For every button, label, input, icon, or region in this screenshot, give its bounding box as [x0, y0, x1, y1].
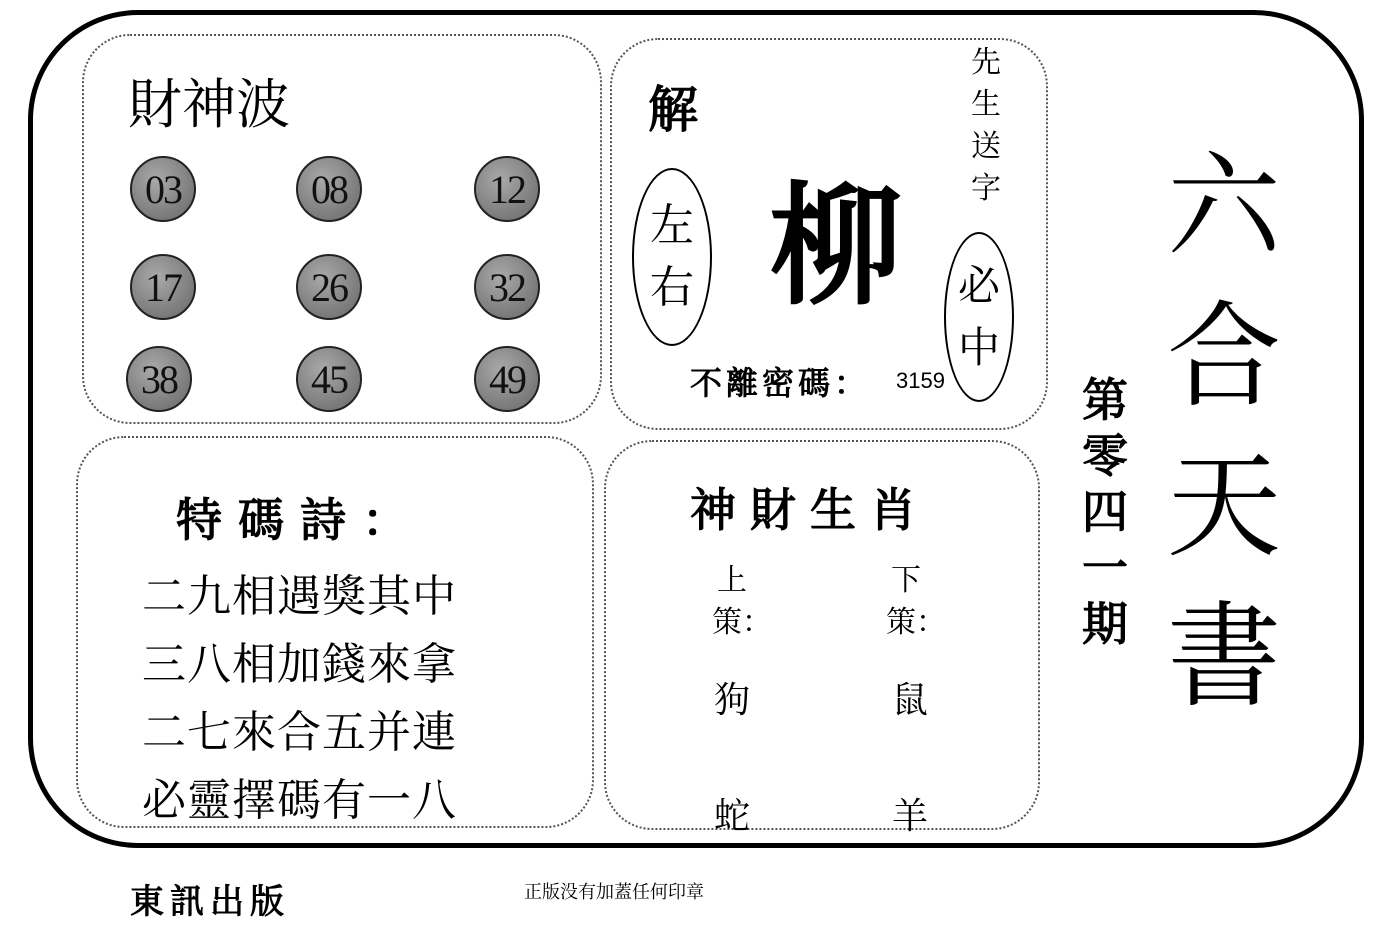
left-oval-char: 左: [650, 200, 694, 251]
zodiac-animal: 蛇: [713, 796, 750, 837]
left-oval: [632, 168, 712, 346]
authenticity-notice: 正版没有加蓋任何印章: [524, 882, 704, 903]
secret-code-label: 不離密碼：: [690, 364, 871, 402]
main-title: 六合天書: [1166, 140, 1281, 723]
zodiac-animal: 鼠: [891, 680, 928, 721]
riddle-main-char: 柳: [770, 170, 902, 324]
wealth-wave-title: 財神波: [128, 73, 290, 136]
number-ball: 49: [474, 346, 540, 412]
poem-line: 二九相遇獎其中: [142, 571, 457, 622]
publisher: 東訊出版: [130, 882, 290, 922]
zodiac-animal: 狗: [713, 680, 750, 721]
number-ball: 03: [130, 156, 196, 222]
poem-line: 必靈擇碼有一八: [142, 775, 457, 826]
right-oval-char: 中: [957, 323, 1000, 372]
gift-text: 先生送字: [971, 45, 1001, 206]
poem-line: 三八相加錢來拿: [142, 639, 457, 690]
number-ball: 26: [296, 254, 362, 320]
right-oval: [944, 232, 1014, 402]
number-ball: 17: [130, 254, 196, 320]
upper-tier-label: 上策：: [712, 563, 772, 640]
left-oval-char: 右: [650, 262, 694, 313]
number-ball: 38: [126, 346, 192, 412]
issue-number: 第零四一期: [1082, 373, 1128, 651]
riddle-label: 解: [648, 81, 698, 139]
zodiac-animal: 羊: [891, 796, 928, 837]
number-ball: 08: [296, 156, 362, 222]
poem-line: 二七來合五并連: [142, 707, 457, 758]
number-ball: 12: [474, 156, 540, 222]
number-ball: 45: [296, 346, 362, 412]
poem-title: 特碼詩：: [176, 493, 424, 547]
secret-code-value: 3159: [896, 368, 945, 393]
lower-tier-label: 下策：: [886, 563, 946, 640]
right-oval-char: 必: [957, 261, 1000, 310]
zodiac-title: 神財生肖: [690, 483, 930, 537]
number-ball: 32: [474, 254, 540, 320]
